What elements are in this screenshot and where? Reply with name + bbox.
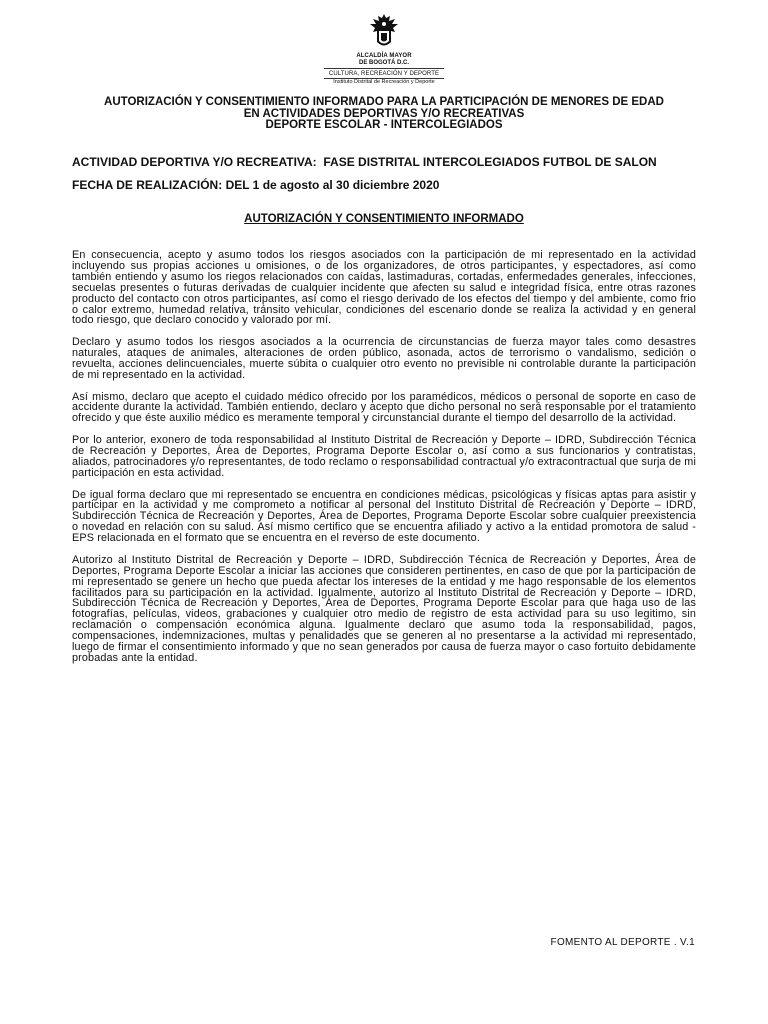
date-label: FECHA DE REALIZACIÓN: <box>72 178 223 192</box>
title-line-1: AUTORIZACIÓN Y CONSENTIMIENTO INFORMADO PARA LA PARTICIPACIÓN DE MENORES DE EDAD <box>104 96 664 108</box>
date-field <box>72 178 712 192</box>
bogota-coat-of-arms-icon <box>364 12 404 52</box>
title-line-3: DEPORTE ESCOLAR - INTERCOLEGIADOS <box>265 119 503 131</box>
date-value: DEL 1 de agosto al 30 diciembre 2020 <box>225 178 440 192</box>
logo-text-alcaldia: ALCALDÍA MAYOR <box>356 53 412 59</box>
paragraph-exoneration: Por lo anterior, exonero de toda responsabilidad al Instituto Distrital de Recreación y Deporte – IDRD, Subdirección Técnica de Recreación y Deportes, Área de Deportes, Programa Deporte Escolar o, así como a sus funcionarios y contratistas, aliados, patrocinadores y/o representantes, de todo reclamo o responsabilidad contractual y/o extracontractual que surja de mi participación en esta actividad. <box>72 434 696 479</box>
paragraph-health-conditions: De igual forma declaro que mi representado se encuentra en condiciones médicas, psicológicas y físicas aptas para asistir y participar en la actividad y me comprometo a notificar al personal del Instituto Distrital de Recreación y Deporte – IDRD, Subdirección Técnica de Recreación y Deportes, Área de Deportes, Programa Deporte Escolar sobre cualquier preexistencia o novedad en relación con su salud. Así mismo certifico que se encuentra afiliado y activo a la entidad promotora de salud - EPS relacionada en el formato que se encuentra en el reverso de este documento. <box>72 488 696 545</box>
logo-text-bogota: DE BOGOTÁ D.C. <box>358 60 409 66</box>
paragraph-medical-care: Así mismo, declaro que acepto el cuidado médico ofrecido por los paramédicos, médicos o personal de soporte en caso de accidente durante la actividad. También entiendo, declaro y acepto que dicho personal no será responsable por el tratamiento ofrecido y que éste auxilio médico es meramente temporal y circunstancial durante el tiempo del desarrollo de la actividad. <box>72 390 696 425</box>
document-title <box>60 97 708 132</box>
paragraph-risks: En consecuencia, acepto y asumo todos los riesgos asociados con la participación de mi representado en la actividad incluyendo sus propias acciones u omisiones, o de los organizadores, de otros participantes, y espectadores, así como también entiendo y asumo los riegos relacionados con caídas, lastimaduras, cortadas, enfermedades generales, infecciones, secuelas presentes o futuras derivadas de cualquier incidente que afecten su salud e integridad física, entre otras razones producto del contacto con otros participantes, así como el riesgo derivado de los efectos del tiempo y del ambiente, como frio o calor extremo, humedad relativa, tránsito vehicular, condiciones del escenario donde se realiza la actividad y en general todo riesgo, que declaro conocido y valorado por mí. <box>72 249 696 327</box>
activity-label: ACTIVIDAD DEPORTIVA Y/O RECREATIVA: <box>72 155 317 169</box>
title-line-2: EN ACTIVIDADES DEPORTIVAS Y/O RECREATIVAS <box>243 107 525 120</box>
activity-value: FASE DISTRITAL INTERCOLEGIADOS FUTBOL DE SALON <box>323 155 657 169</box>
activity-field <box>72 155 712 169</box>
consent-body <box>72 250 696 675</box>
section-heading: AUTORIZACIÓN Y CONSENTIMIENTO INFORMADO <box>244 213 524 225</box>
paragraph-authorization: Autorizo al Instituto Distrital de Recreación y Deporte – IDRD, Subdirección Técnica de Recreación y Deportes, Área de Deportes, Programa Deporte Escolar a iniciar las acciones que consideren pertinentes, en caso de que por la participación de mi representado se genere un hecho que pueda afectar los intereses de la entidad y me hago responsable de los elementos facilitados para su participación en la actividad. Igualmente, autorizo al Instituto Distrital de Recreación y Deporte – IDRD, Subdirección Técnica de Recreación y Deportes, Área de Deportes, Programa Deporte Escolar para que haga uso de las fotografías, películas, videos, grabaciones y cualquier otro medio de registro de esta actividad para su uso legitimo, sin reclamación o compensación económica alguna. Igualmente declaro que asumo toda la responsabilidad, pagos, compensaciones, indemnizaciones, multas y penalidades que se generen al no presentarse a la actividad mi representado, luego de firmar el consentimiento informado y que no sean generados por causa de fuerza mayor o caso fortuito debidamente probadas ante la entidad. <box>72 553 696 664</box>
footer-version: FOMENTO AL DEPORTE . V.1 <box>550 937 695 948</box>
paragraph-force-majeure: Declaro y asumo todos los riesgos asociados a la ocurrencia de circunstancias de fuerza mayor tales como desastres naturales, ataques de animales, alteraciones de orden público, asonada, actos de terrorismo o vandalismo, sedición o revuelta, acciones delincuenciales, muerte súbita o cualquier otro evento no previsible ni controlable durante la participación de mi representado en la actividad. <box>72 336 696 381</box>
institution-logo <box>322 12 446 86</box>
logo-text-sector: CULTURA, RECREACIÓN Y DEPORTE <box>324 68 444 78</box>
logo-text-institute: Instituto Distrital de Recreación y Deporte <box>324 78 444 86</box>
